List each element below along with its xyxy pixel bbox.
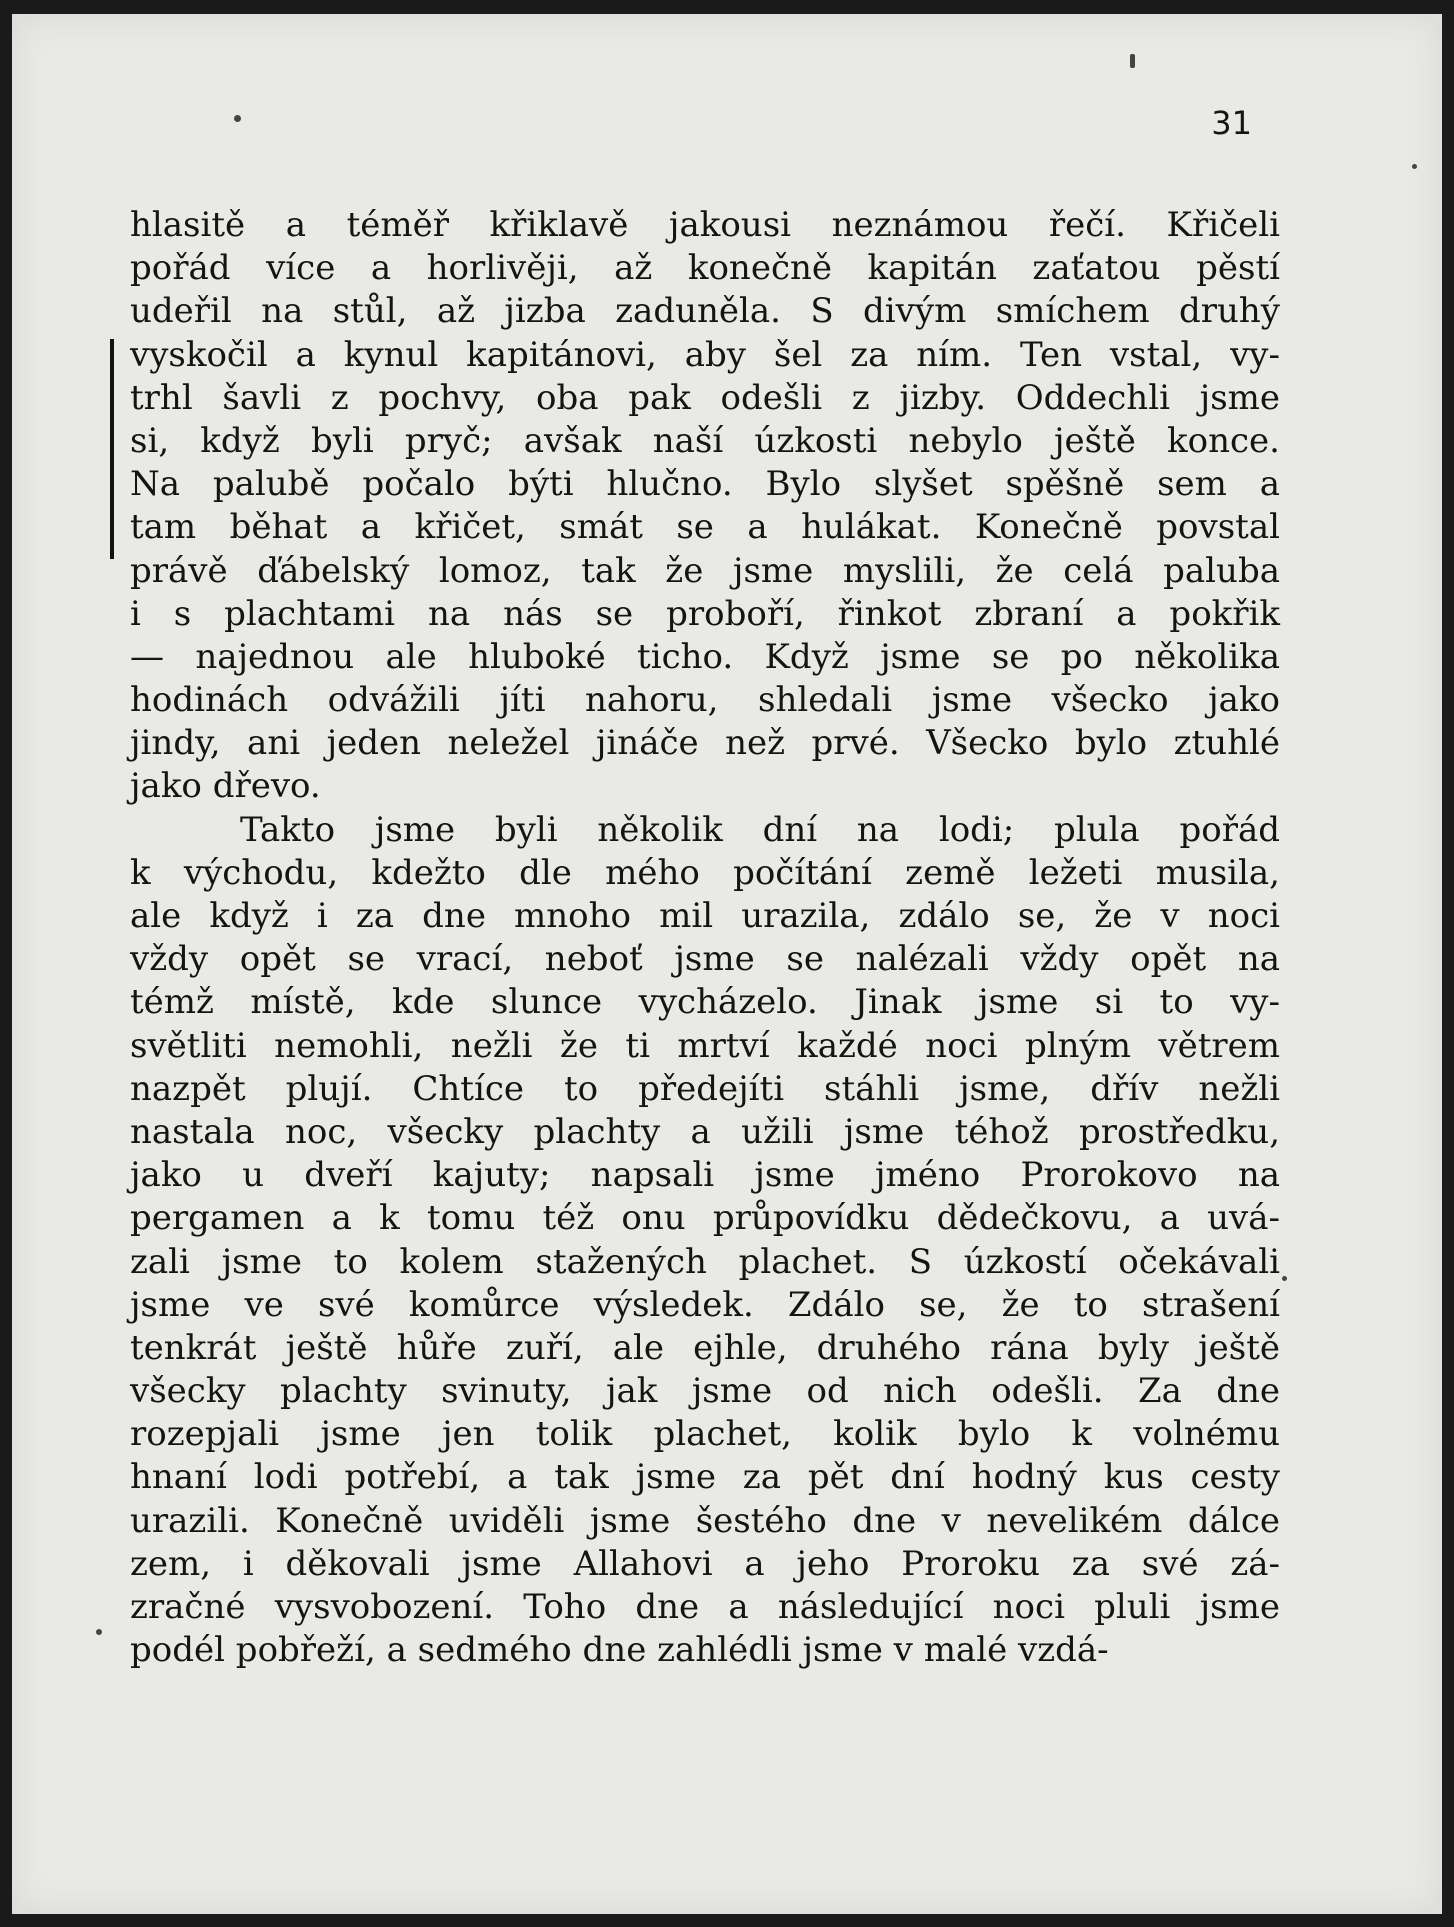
book-page (12, 14, 1442, 1914)
print-speck (1412, 164, 1417, 169)
text-line: jako u dveří kajuty; napsali jsme jméno Prorokovo na (130, 1155, 1280, 1196)
text-line: vyskočil a kynul kapitánovi, aby šel za ním. Ten vstal, vy- (130, 334, 1280, 375)
text-line: zračné vysvobození. Toho dne a následující noci pluli jsme (130, 1587, 1280, 1627)
text-line: jindy, ani jeden neležel jináče než prvé. Všecko bylo ztuhlé (130, 723, 1280, 764)
text-line: hnaní lodi potřebí, a tak jsme za pět dní hodný kus cesty (130, 1457, 1280, 1498)
margin-mark (110, 339, 114, 559)
text-line: rozepjali jsme jen tolik plachet, kolik bylo k volnému (130, 1414, 1280, 1455)
text-line: trhl šavli z pochvy, oba pak odešli z jizby. Oddechli jsme (130, 377, 1280, 418)
text-line: tam běhat a křičet, smát se a hulákat. Konečně povstal (130, 507, 1280, 548)
page-text (130, 204, 1280, 1672)
text-line: urazili. Konečně uviděli jsme šestého dne v nevelikém dálce (130, 1500, 1280, 1541)
text-line: tenkrát ještě hůře zuří, ale ejhle, druhého rána byly ještě (130, 1327, 1280, 1368)
print-speck (1130, 54, 1135, 68)
text-line: nazpět plují. Chtíce to předejíti stáhli jsme, dřív nežli (130, 1068, 1280, 1109)
text-line: — najednou ale hluboké ticho. Když jsme se po několika (130, 636, 1280, 677)
text-line: hodinách odvážili jíti nahoru, shledali jsme všecko jako (130, 680, 1280, 721)
page-number: 31 (1211, 104, 1252, 142)
text-line: hlasitě a téměř křiklavě jakousi neznámou řečí. Křičeli (130, 205, 1280, 245)
text-line: témž místě, kde slunce vycházelo. Jinak jsme si to vy- (130, 982, 1280, 1023)
text-line: Na palubě počalo býti hlučno. Bylo slyšet spěšně sem a (130, 464, 1280, 505)
text-line: i s plachtami na nás se proboří, řinkot zbraní a pokřik (130, 593, 1280, 634)
text-line: všecky plachty svinuty, jak jsme od nich odešli. Za dne (130, 1371, 1280, 1412)
text-line: k východu, kdežto dle mého počítání země ležeti musila, (130, 852, 1280, 893)
text-line: Takto jsme byli několik dní na lodi; plula pořád (240, 809, 1280, 850)
text-line: pergamen a k tomu též onu průpovídku dědečkovu, a uvá- (130, 1198, 1280, 1239)
print-speck (234, 115, 241, 122)
print-speck (1282, 1276, 1287, 1281)
text-line: pořád více a horlivěji, až konečně kapitán zaťatou pěstí (130, 248, 1280, 289)
text-line: podél pobřeží, a sedmého dne zahlédli jsme v malé vzdá- (130, 1630, 1109, 1671)
text-line: vždy opět se vrací, neboť jsme se nalézali vždy opět na (130, 939, 1280, 980)
text-line: udeřil na stůl, až jizba zaduněla. S divým smíchem druhý (130, 291, 1280, 332)
text-line: zali jsme to kolem stažených plachet. S úzkostí očekávali (130, 1241, 1280, 1282)
text-line: zem, i děkovali jsme Allahovi a jeho Proroku za své zá- (130, 1543, 1280, 1584)
text-line: ale když i za dne mnoho mil urazila, zdálo se, že v noci (130, 896, 1280, 936)
text-line: jako dřevo. (130, 766, 321, 807)
text-line: právě ďábelský lomoz, tak že jsme myslili, že celá paluba (130, 550, 1280, 591)
text-line: nastala noc, všecky plachty a užili jsme téhož prostředku, (130, 1111, 1280, 1152)
text-line: jsme ve své komůrce výsledek. Zdálo se, že to strašení (130, 1284, 1280, 1325)
text-line: světliti nemohli, nežli že ti mrtví každé noci plným větrem (130, 1025, 1280, 1066)
text-line: si, když byli pryč; avšak naší úzkosti nebylo ještě konce. (130, 420, 1280, 461)
print-speck (96, 1629, 102, 1635)
